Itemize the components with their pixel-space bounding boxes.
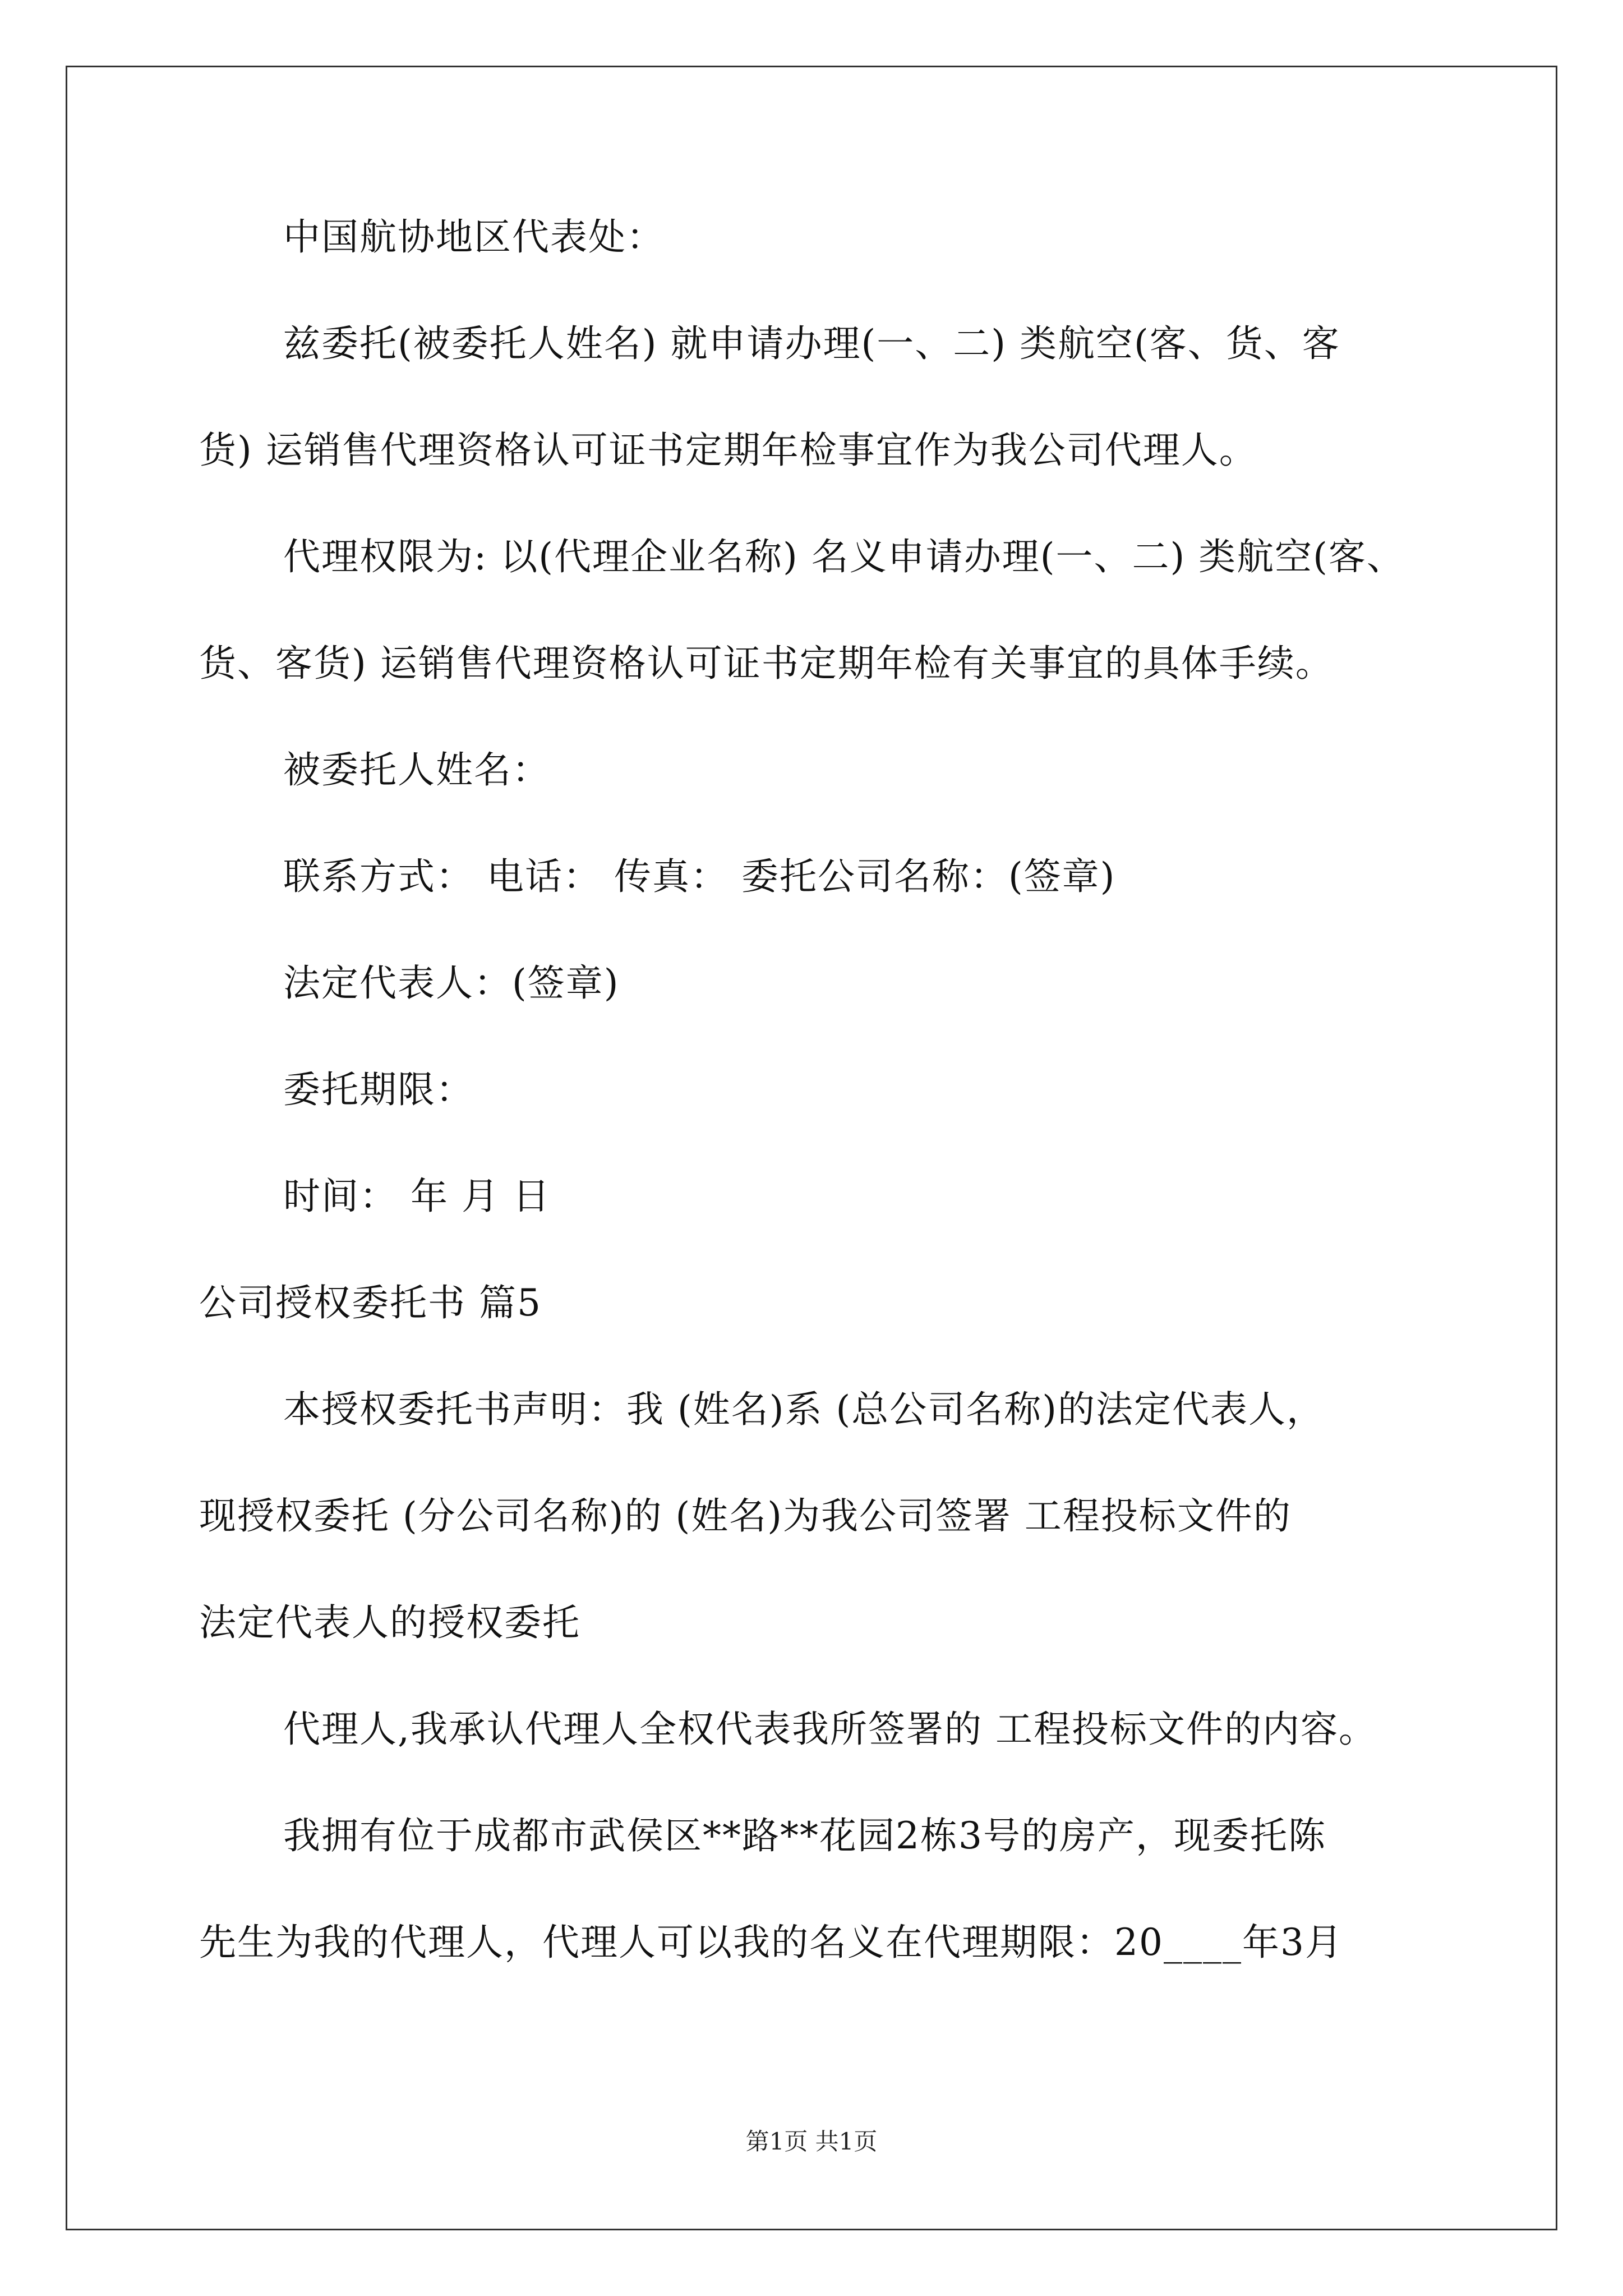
paragraph-line: 货) 运销售代理资格认可证书定期年检事宜作为我公司代理人。 xyxy=(199,429,1257,472)
section-heading: 公司授权委托书 篇5 xyxy=(199,1281,542,1324)
addressee-line: 中国航协地区代表处： xyxy=(283,215,665,259)
paragraph-line: 时间： 年 月 日 xyxy=(283,1175,551,1218)
paragraph-line: 联系方式： 电话： 传真： 委托公司名称：(签章) xyxy=(283,855,1116,898)
paragraph-line: 兹委托(被委托人姓名) 就申请办理(一、二) 类航空(客、货、客 xyxy=(283,322,1340,365)
paragraph-line: 法定代表人：(签章) xyxy=(283,961,620,1005)
paragraph-line: 现授权委托 (分公司名称)的 (姓名)为我公司签署 工程投标文件的 xyxy=(199,1494,1292,1538)
paragraph-line: 先生为我的代理人，代理人可以我的名义在代理期限：20____年3月 xyxy=(199,1921,1343,1964)
paragraph-line: 法定代表人的授权委托 xyxy=(199,1601,580,1644)
paragraph-line: 代理人,我承认代理人全权代表我所签署的 工程投标文件的内容。 xyxy=(283,1708,1377,1751)
paragraph-line: 我拥有位于成都市武侯区**路**花园2栋3号的房产，现委托陈 xyxy=(283,1814,1326,1857)
paragraph-line: 本授权委托书声明：我 (姓名)系 (总公司名称)的法定代表人， xyxy=(283,1388,1325,1431)
paragraph-line: 被委托人姓名： xyxy=(283,748,550,792)
paragraph-line: 代理权限为: 以(代理企业名称) 名义申请办理(一、二) 类航空(客、 xyxy=(283,535,1405,578)
paragraph-line: 货、客货) 运销售代理资格认可证书定期年检有关事宜的具体手续。 xyxy=(199,642,1334,685)
paragraph-line: 委托期限： xyxy=(283,1068,474,1111)
page-border xyxy=(66,66,1557,2230)
page-number-footer: 第1页 共1页 xyxy=(745,2128,878,2155)
